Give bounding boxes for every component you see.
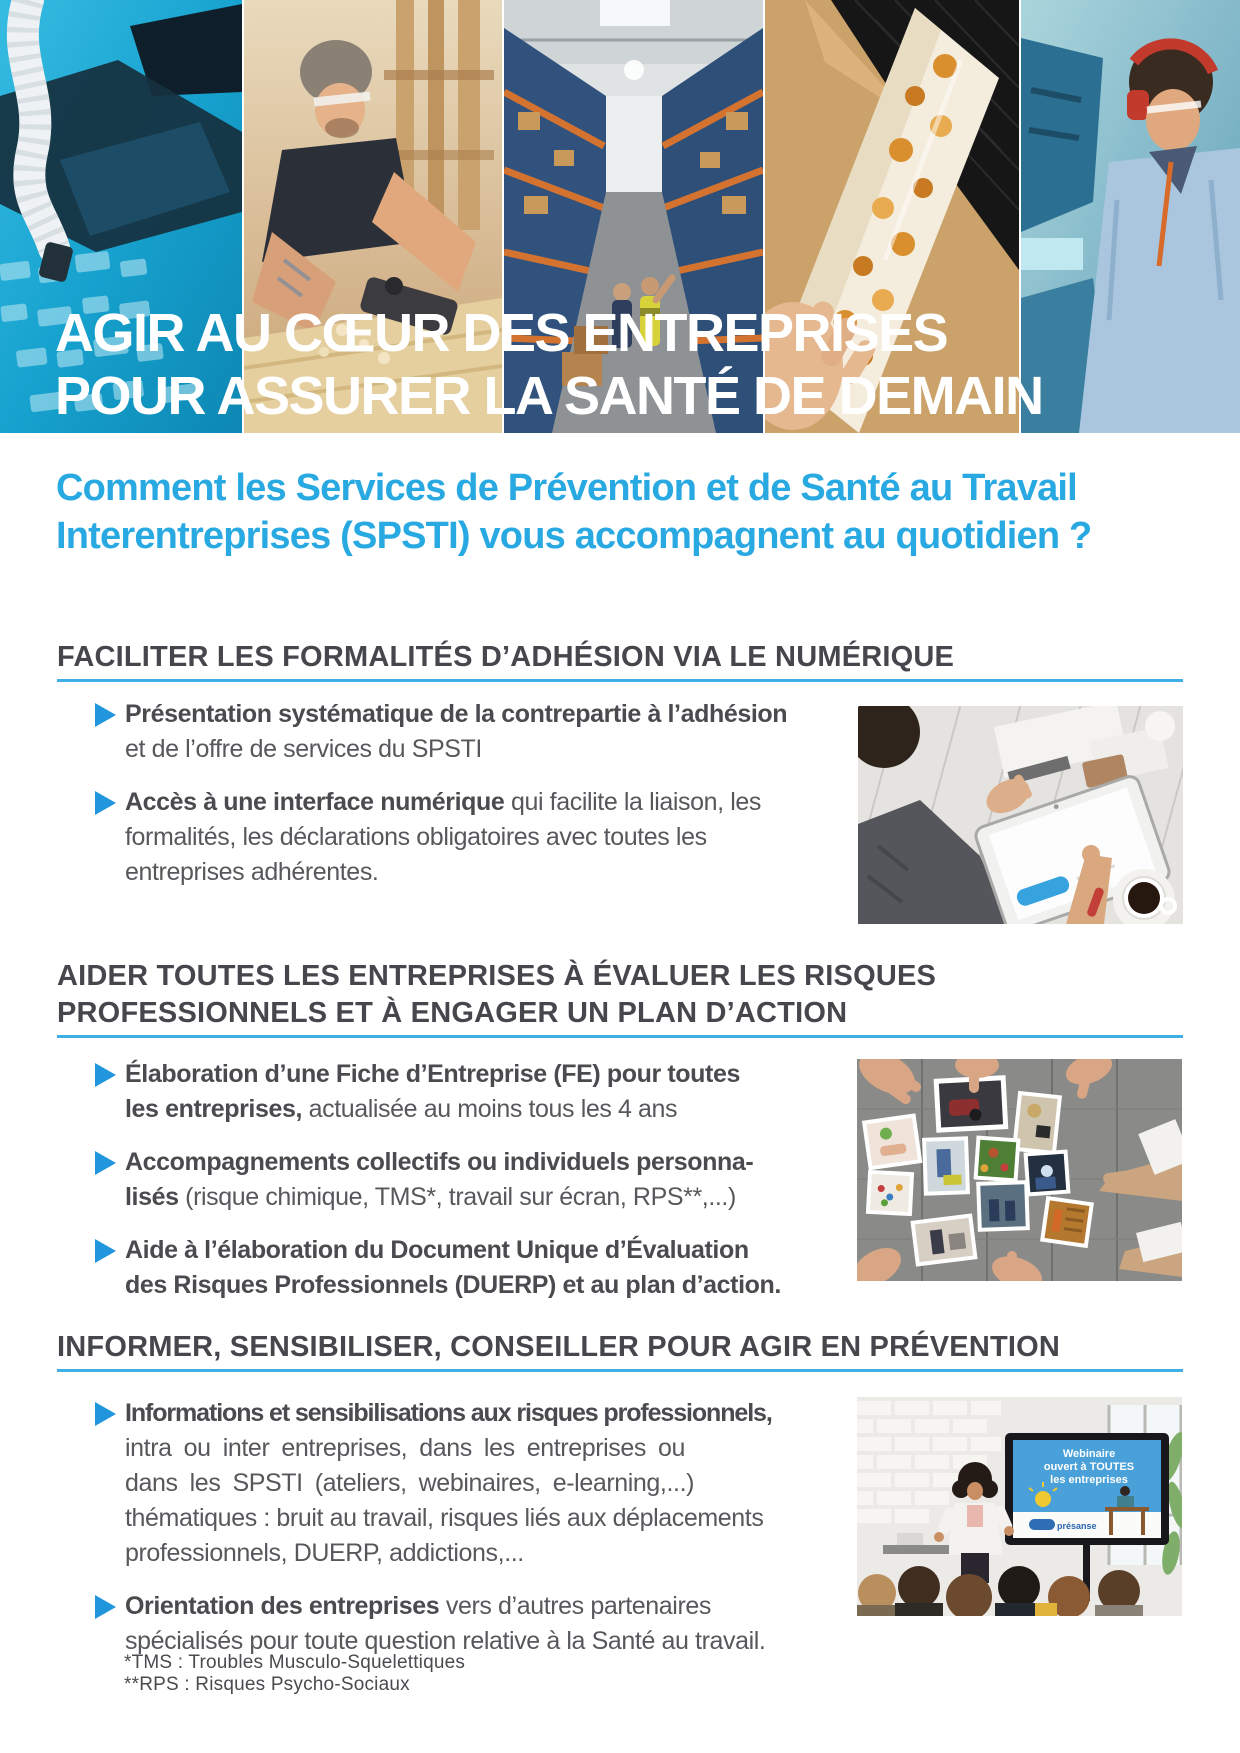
section-heading-risques <box>57 958 1183 1038</box>
bullet-text: thématiques : bruit au travail, risques liés aux déplacements <box>125 1504 764 1532</box>
arrow-right-icon <box>95 1063 116 1087</box>
banner-title <box>55 302 1235 428</box>
section-adhesion-bullets <box>95 697 865 908</box>
banner-title-line1: AGIR AU CŒUR DES ENTREPRISES <box>55 303 948 363</box>
bullet-item <box>95 1396 865 1571</box>
bullet-text-bold: Accès à une interface numérique <box>125 788 505 816</box>
bullet-item <box>95 697 865 767</box>
bullet-text-bold: lisés <box>125 1183 179 1211</box>
bullet-text-bold: des Risques Professionnels (DUERP) et au plan d’action. <box>125 1271 781 1299</box>
bullet-text: vers d’autres partenaires <box>439 1592 711 1620</box>
bullet-text-bold: Élaboration d’une Fiche d’Entreprise (FE) pour toutes <box>125 1060 740 1088</box>
bullet-text-bold: Accompagnements collectifs ou individuels personna- <box>125 1148 754 1176</box>
arrow-right-icon <box>95 1595 116 1619</box>
tablet-photo-illustration <box>858 706 1183 924</box>
bullet-text-bold: Présentation systématique de la contrepartie à l’adhésion <box>125 700 788 728</box>
arrow-right-icon <box>95 791 116 815</box>
footnote-tms: *TMS : Troubles Musculo-Squelettiques <box>124 1652 466 1673</box>
presanse-logo: présanse <box>1057 1521 1097 1531</box>
banner-photo-strip <box>0 0 1240 433</box>
arrow-right-icon <box>95 703 116 727</box>
section-heading-prevention <box>57 1329 1183 1372</box>
webinar-screen-text-line2: ouvert à TOUTES <box>1043 1461 1135 1473</box>
bullet-text: et de l’offre de services du SPSTI <box>125 735 482 763</box>
heading-line: FACILITER LES FORMALITÉS D’ADHÉSION VIA LE NUMÉRIQUE <box>57 641 955 673</box>
jobs-photo-collage-photo <box>857 1059 1182 1281</box>
intro-subtitle-line2: Interentreprises (SPSTI) vous accompagnent au quotidien ? <box>56 515 1092 557</box>
intro-subtitle <box>56 464 1091 560</box>
arrow-right-icon <box>95 1239 116 1263</box>
heading-line: INFORMER, SENSIBILISER, CONSEILLER POUR AGIR EN PRÉVENTION <box>57 1331 1061 1363</box>
collage-illustration <box>857 1059 1182 1281</box>
bullet-text: professionnels, DUERP, addictions,... <box>125 1539 524 1567</box>
intro-subtitle-line1: Comment les Services de Prévention et de Santé au Travail <box>56 467 1077 509</box>
man-using-tablet-photo <box>858 706 1183 924</box>
bullet-text: actualisée au moins tous les 4 ans <box>302 1095 678 1123</box>
footnote-rps: **RPS : Risques Psycho-Sociaux <box>124 1674 410 1695</box>
bullet-text: dans les SPSTI (ateliers, webinaires, e-learning,...) <box>125 1469 695 1497</box>
bullet-item <box>95 1589 865 1659</box>
bullet-item <box>95 1057 865 1127</box>
bullet-text-bold: Orientation des entreprises <box>125 1592 440 1620</box>
bullet-text: intra ou inter entreprises, dans les entreprises ou <box>125 1434 686 1462</box>
webinar-screen-text-line3: les entreprises <box>1050 1474 1128 1486</box>
arrow-right-icon <box>95 1151 116 1175</box>
webinar-illustration <box>857 1397 1182 1616</box>
webinar-presentation-photo <box>857 1397 1182 1616</box>
section-risques-bullets <box>95 1057 865 1321</box>
bullet-text: entreprises adhérentes. <box>125 858 379 886</box>
bullet-text-bold: Aide à l’élaboration du Document Unique d’Évaluation <box>125 1236 749 1264</box>
bullet-text-bold: les entreprises, <box>125 1095 303 1123</box>
bullet-text: spécialisés pour toute question relative à la Santé au travail. <box>125 1627 766 1655</box>
heading-line: PROFESSIONNELS ET À ENGAGER UN PLAN D’ACTION <box>57 997 848 1029</box>
bullet-text: qui facilite la liaison, les <box>504 788 762 816</box>
banner-title-line2: POUR ASSURER LA SANTÉ DE DEMAIN <box>55 366 1043 426</box>
section-prevention-bullets <box>95 1396 865 1677</box>
heading-line: AIDER TOUTES LES ENTREPRISES À ÉVALUER LES RISQUES <box>57 960 937 992</box>
webinar-screen-text-line1: Webinaire <box>1062 1448 1116 1460</box>
bullet-item <box>95 1233 865 1303</box>
bullet-text: (risque chimique, TMS*, travail sur écran, RPS**,...) <box>178 1183 736 1211</box>
section-heading-adhesion <box>57 639 1183 682</box>
footnotes <box>124 1652 465 1696</box>
arrow-right-icon <box>95 1402 116 1426</box>
bullet-text-bold: Informations et sensibilisations aux risques professionnels, <box>125 1399 772 1427</box>
bullet-item <box>95 1145 865 1215</box>
bullet-item <box>95 785 865 890</box>
bullet-text: formalités, les déclarations obligatoires avec toutes les <box>125 823 707 851</box>
